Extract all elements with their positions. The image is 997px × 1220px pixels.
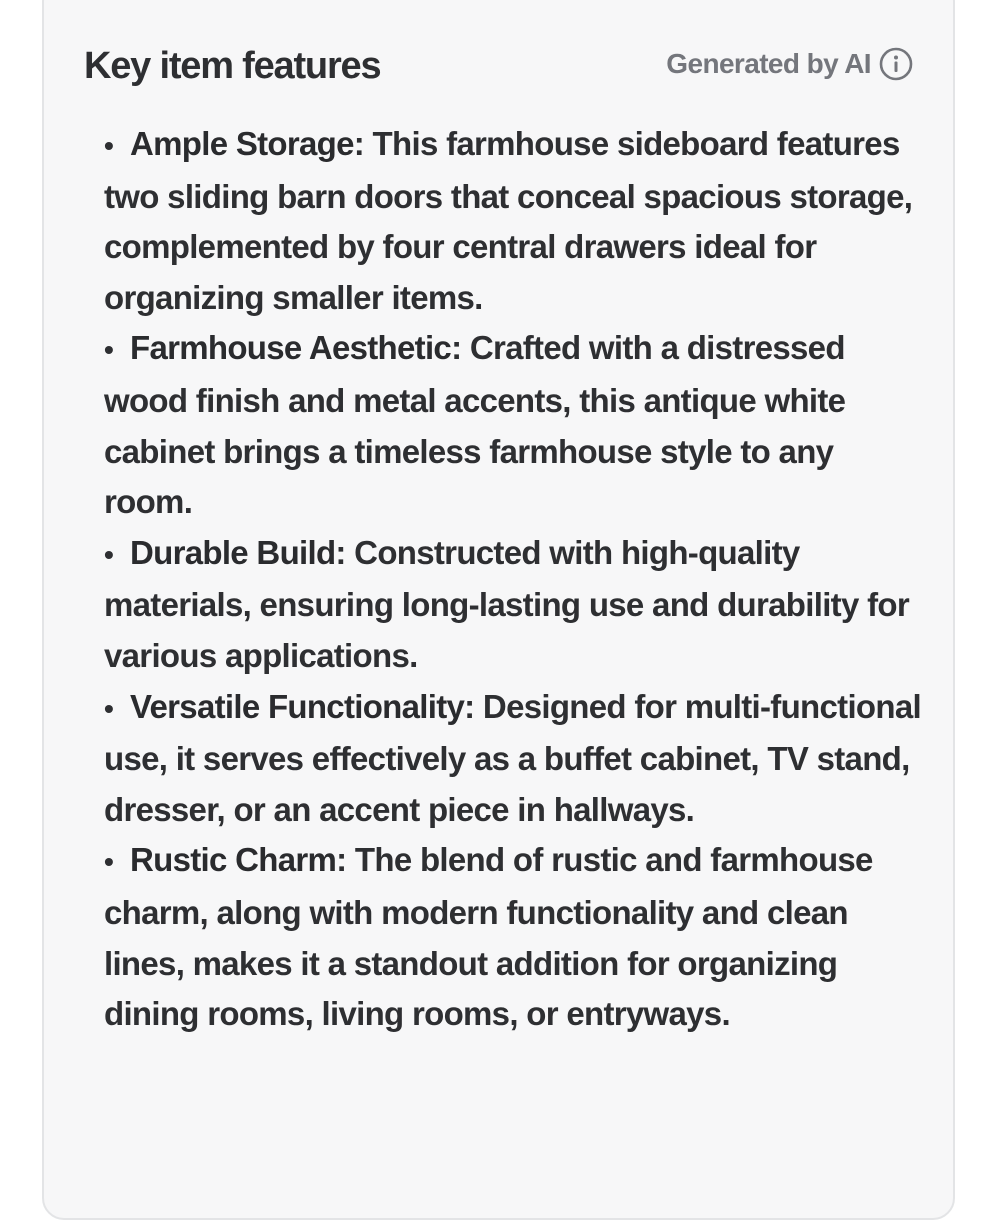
- feature-name: Versatile Functionality: [130, 687, 465, 725]
- bullet: •: [104, 130, 114, 161]
- feature-name: Durable Build: [130, 533, 336, 571]
- features-list: [104, 119, 924, 1040]
- section-title: Key item features: [84, 45, 381, 87]
- feature-name: Farmhouse Aesthetic: [130, 329, 452, 367]
- bullet: •: [104, 538, 114, 570]
- feature-item: [104, 835, 924, 1039]
- feature-separator: :: [451, 329, 462, 367]
- feature-separator: :: [353, 125, 365, 162]
- feature-item: [104, 119, 924, 323]
- feature-name: Rustic Charm: [130, 841, 337, 879]
- feature-description: Crafted with a distressed wood finish and metal accents, this antique white cabinet brings a timeless farmhouse style to any room.: [104, 329, 846, 521]
- feature-description: Constructed with high-quality materials, ensuring long-lasting use and durability for various applications.: [104, 533, 909, 674]
- bullet: •: [104, 334, 114, 366]
- feature-description: This farmhouse sideboard features two sliding barn doors that conceal spacious storage, complemented by four central drawers ideal for organizing smaller items.: [104, 125, 913, 316]
- ai-label-text: Generated by AI: [666, 48, 871, 79]
- feature-description: Designed for multi-functional use, it serves effectively as a buffet cabinet, TV stand, dresser, or an accent piece in hallways.: [104, 687, 921, 828]
- key-item-features-card: [42, 0, 955, 1220]
- bullet: •: [104, 846, 114, 878]
- feature-item: [104, 682, 924, 836]
- generated-by-ai-label: [666, 47, 913, 81]
- feature-separator: :: [336, 841, 347, 879]
- feature-item: [104, 528, 924, 682]
- feature-description: The blend of rustic and farmhouse charm, along with modern functionality and clean lines, makes it a standout addition for organizing dining rooms, living rooms, or entryways.: [104, 841, 873, 1033]
- feature-name: Ample Storage: [130, 125, 354, 162]
- info-circle-icon[interactable]: [879, 47, 913, 81]
- feature-item: [104, 323, 924, 527]
- feature-separator: :: [464, 687, 475, 725]
- bullet: •: [104, 692, 114, 724]
- feature-separator: :: [335, 533, 346, 571]
